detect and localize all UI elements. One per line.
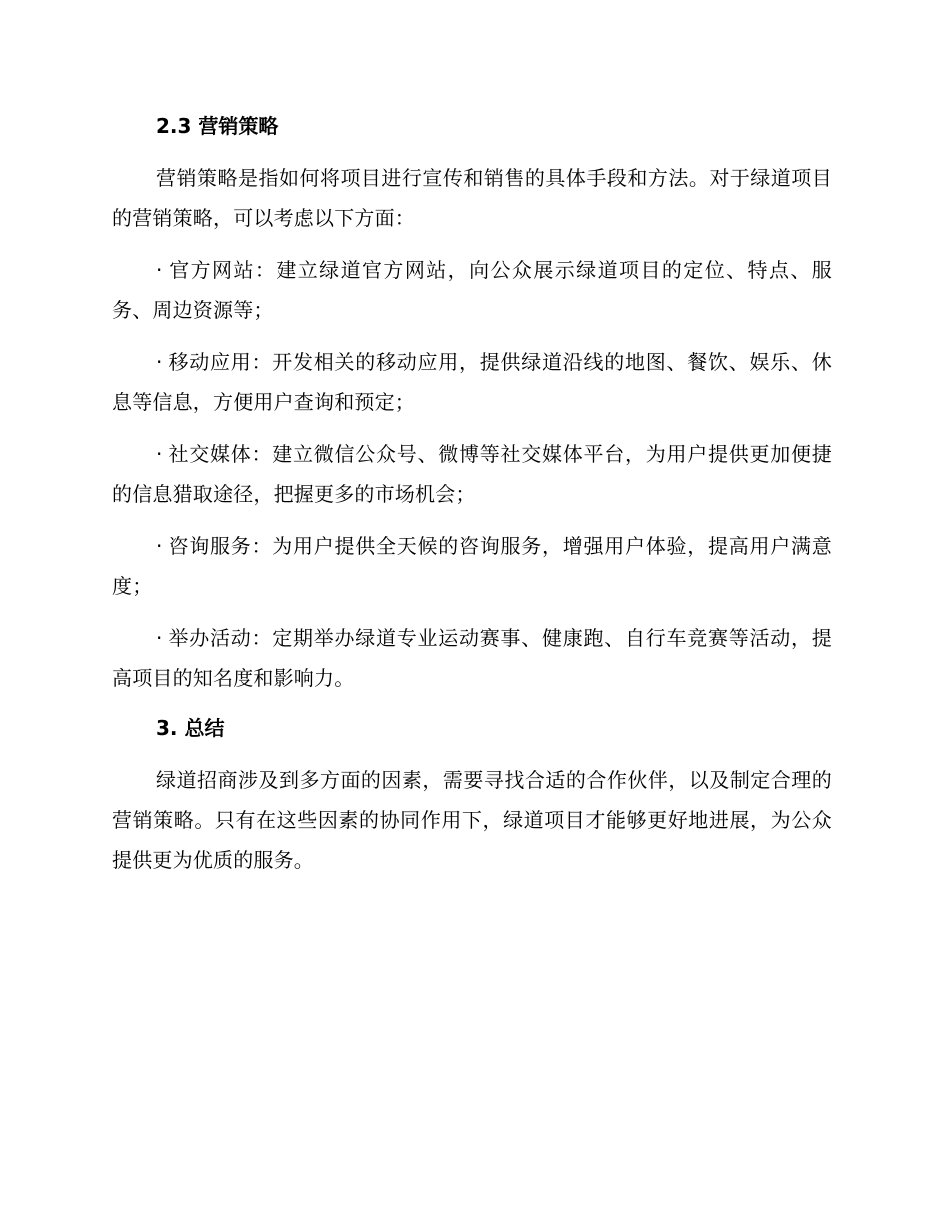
bullet-text: 官方网站：建立绿道官方网站，向公众展示绿道项目的定位、特点、服务、周边资源等； — [112, 258, 832, 322]
section-heading-summary: 3. 总结 — [156, 716, 225, 740]
bullet-mark: · — [156, 258, 163, 282]
bullet-item-social-media — [112, 434, 832, 514]
summary-paragraph: 绿道招商涉及到多方面的因素，需要寻找合适的合作伙伴，以及制定合理的营销策略。只有在这些因素的协同作用下，绿道项目才能够更好地进展，为公众提供更为优质的服务。 — [112, 768, 832, 872]
bullet-text: 社交媒体：建立微信公众号、微博等社交媒体平台，为用户提供更加便捷的信息猎取途径，把握更多的市场机会； — [112, 442, 832, 506]
section-heading-marketing: 2.3 营销策略 — [156, 114, 279, 138]
bullet-item-events — [112, 618, 832, 698]
bullet-mark: · — [156, 442, 163, 466]
bullet-mark: · — [156, 626, 163, 650]
bullet-item-website — [112, 250, 832, 330]
marketing-intro-paragraph: 营销策略是指如何将项目进行宣传和销售的具体手段和方法。对于绿道项目的营销策略，可以考虑以下方面： — [112, 166, 832, 230]
bullet-text: 咨询服务：为用户提供全天候的咨询服务，增强用户体验，提高用户满意度； — [112, 534, 832, 598]
bullet-item-mobile-app — [112, 342, 832, 422]
document-page — [112, 108, 832, 892]
bullet-text: 移动应用：开发相关的移动应用，提供绿道沿线的地图、餐饮、娱乐、休息等信息，方便用户查询和预定； — [112, 350, 832, 414]
bullet-item-consulting — [112, 526, 832, 606]
bullet-mark: · — [156, 534, 163, 558]
bullet-text: 举办活动：定期举办绿道专业运动赛事、健康跑、自行车竞赛等活动，提高项目的知名度和影响力。 — [112, 626, 832, 690]
bullet-mark: · — [156, 350, 163, 374]
